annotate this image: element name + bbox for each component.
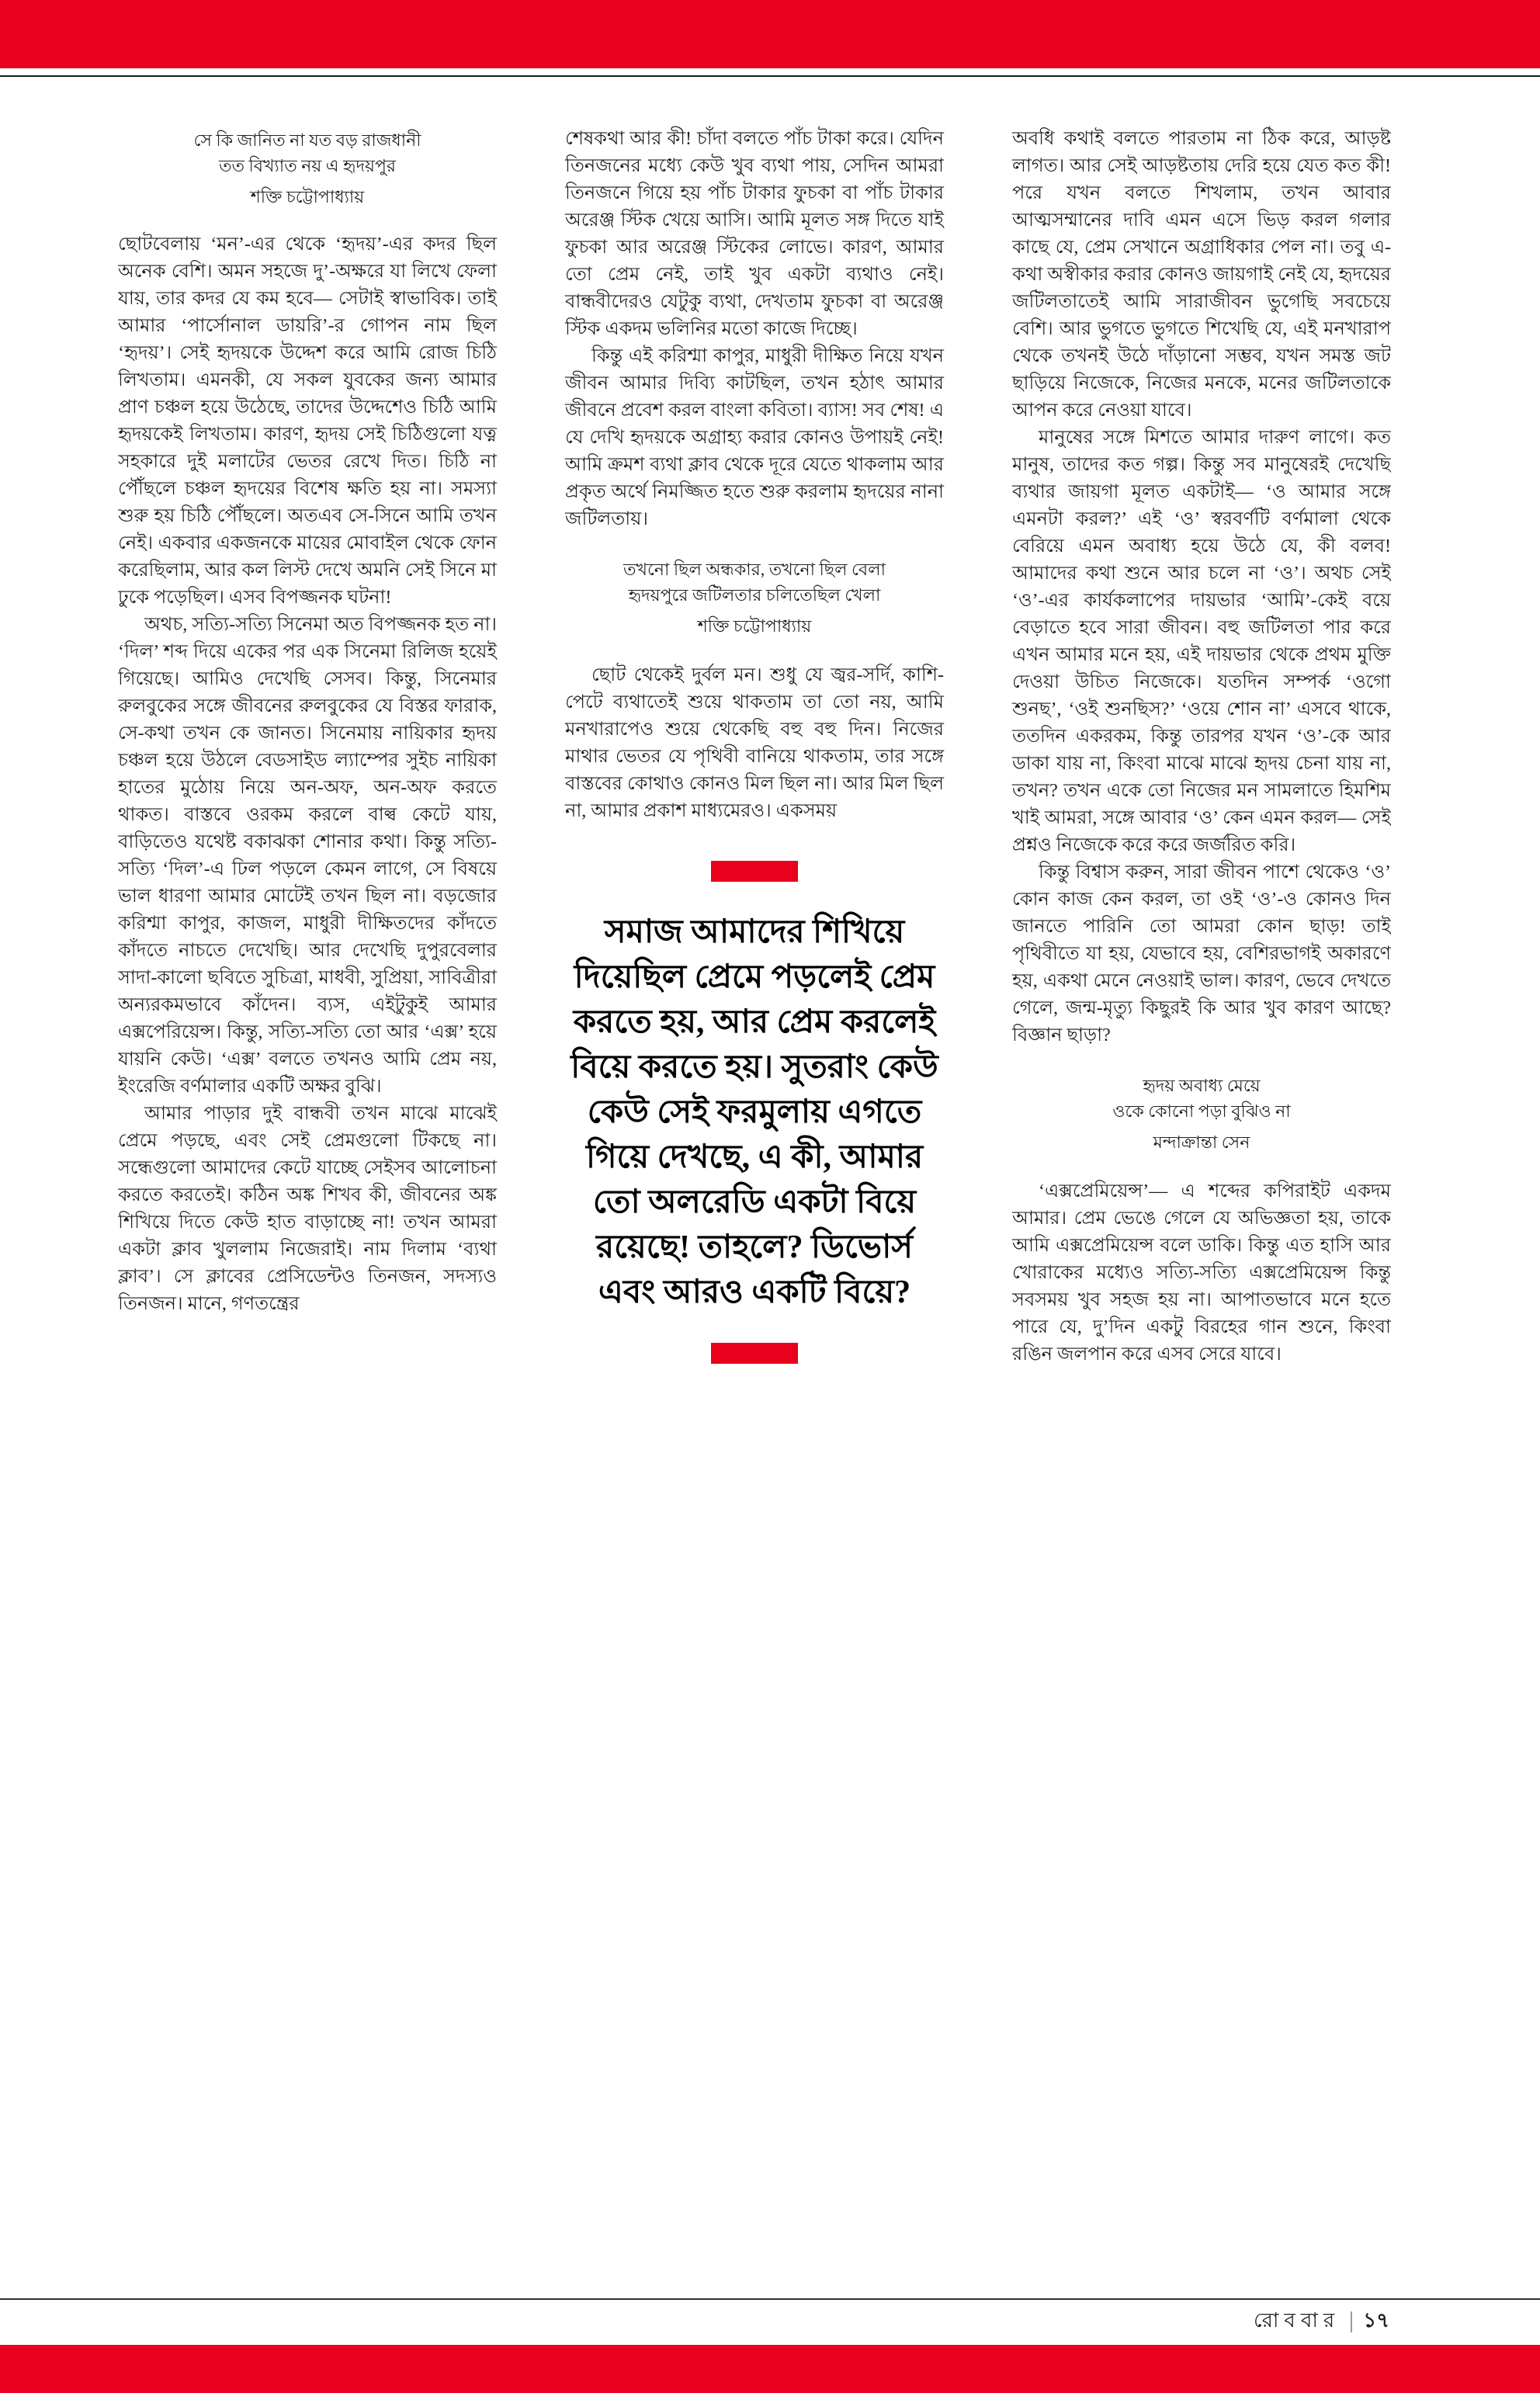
epigraph-verse: [565, 557, 944, 639]
epigraph-line: হৃদয় অবাধ্য মেয়ে: [1143, 1076, 1261, 1095]
epigraph-attribution: শক্তি চট্টোপাধ্যায়: [250, 187, 365, 206]
pull-quote: [565, 861, 944, 1364]
epigraph-line: সে কি জানিত না যত বড় রাজধানী: [193, 130, 421, 150]
epigraph-verse: [1012, 1073, 1391, 1155]
article-columns: [118, 126, 1391, 2299]
page-footer: [1254, 2305, 1389, 2339]
body-paragraph: ‘এক্সপ্রেমিয়েন্স’— এ শব্দের কপিরাইট একদম আমার। প্রেম ভেঙে গেলে যে অভিজ্ঞতা হয়, তাকে আমি এক্সপ্রেমিয়েন্স বলে ডাকি। কিন্তু এত হাসি আর খোরাকের মধ্যেও সত্যি-সত্যি এক্সপ্রেমিয়েন্স কিন্তু সবসময় খুব সহজ হয় না। আপাতভাবে মনে হতে পারে যে, দু’দিন একটু বিরহের গান শুনে, কিংবা রঙিন জলপান করে এসব সেরে যাবে।: [1012, 1181, 1391, 1365]
body-paragraph: শেষকথা আর কী! চাঁদা বলতে পাঁচ টাকা করে। যেদিন তিনজনের মধ্যে কেউ খুব ব্যথা পায়, সেদিন আমরা তিনজনে গিয়ে হয় পাঁচ টাকার ফুচকা বা পাঁচ টাকার অরেঞ্জ স্টিক খেয়ে আসি। আমি মূলত সঙ্গ দিতে যাই ফুচকা আর অরেঞ্জ স্টিকের লোভে। কারণ, আমার তো প্রেম নেই, তাই খুব একটা ব্যথাও নেই। বান্ধবীদেরও যেটুকু ব্যথা, দেখতাম ফুচকা বা অরেঞ্জ স্টিক একদম ভলিনির মতো কাজে দিচ্ছে।: [565, 129, 944, 339]
body-paragraph: অবধি কথাই বলতে পারতাম না ঠিক করে, আড়ষ্ট লাগত। আর সেই আড়ষ্টতায় দেরি হয়ে যেত কত কী! পরে যখন বলতে শিখলাম, তখন আবার আত্মসম্মানের দাবি এমন এসে ভিড় করল গলার কাছে যে, প্রেম সেখানে অগ্রাধিকার পেল না। তবু এ-কথা অস্বীকার করার কোনও জায়গাই নেই যে, হৃদয়ের জটিলতাতেই আমি সারাজীবন ভুগেছি সবচেয়ে বেশি। আর ভুগতে ভুগতে শিখেছি যে, এই মনখারাপ থেকে তখনই উঠে দাঁড়ানো সম্ভব, যখন সমস্ত জট ছাড়িয়ে নিজেকে, নিজের মনকে, মনের জটিলতাকে আপন করে নেওয়া যাবে।: [1012, 129, 1391, 421]
body-paragraph: মানুষের সঙ্গে মিশতে আমার দারুণ লাগে। কত মানুষ, তাদের কত গল্প। কিন্তু সব মানুষেরই দেখেছি ব্যথার জায়গা মূলত একটাই— ‘ও আমার সঙ্গে এমনটা করল?’ এই ‘ও’ স্বরবর্ণটি বর্ণমালা থেকে বেরিয়ে এমন অবাধ্য হয়ে উঠে যে, কী বলব! আমাদের কথা শুনে আর চলে না ‘ও’। অথচ সেই ‘ও’-এর কার্যকলাপের দায়ভার ‘আমি’-কেই বয়ে বেড়াতে হবে সারা জীবন। বহু জটিলতা পার করে এখন আমার মনে হয়, এই দায়ভার থেকে প্রথম মুক্তি দেওয়া উচিত নিজেকে। যতদিন সম্পর্ক ‘ওগো শুনছ’, ‘ওই শুনছিস?’ ‘ওয়ে শোন না’ এসবে থাকে, ততদিন একরকম, কিন্তু তারপর যখন ‘ও’-কে আর ডাকা যায় না, কিংবা মাঝে মাঝে হৃদয় চেনা যায় না, তখন? তখন একে তো নিজের মন সামলাতে হিমশিম খাই আমরা, সঙ্গে আবার ‘ও’ কেন এমন করল— সেই প্রশ্নও নিজেকে করে করে জর্জরিত করি।: [1012, 428, 1391, 855]
epigraph-line: ওকে কোনো পড়া বুঝিও না: [1112, 1101, 1291, 1121]
body-paragraph: অথচ, সত্যি-সত্যি সিনেমা অত বিপজ্জনক হত না। ‘দিল’ শব্দ দিয়ে একের পর এক সিনেমা রিলিজ হয়েই গিয়েছে। আমিও দেখেছি সেসব। কিন্তু, সিনেমার রুলবুকের সঙ্গে জীবনের রুলবুকের যে বিস্তর ফারাক, সে-কথা তখন কে জানত। সিনেমায় নায়িকার হৃদয় চঞ্চল হয়ে উঠলে বেডসাইড ল্যাম্পের সুইচ নায়িকা হাতের মুঠোয় নিয়ে অন-অফ, অন-অফ করতে থাকত। বাস্তবে ওরকম করলে বাল্ব কেটে যায়, বাড়িতেও যথেষ্ট বকাঝকা শোনার কথা। কিন্তু সত্যি-সত্যি ‘দিল’-এ ঢিল পড়লে কেমন লাগে, সে বিষয়ে ভাল ধারণা আমার মোটেই তখন ছিল না। বড়জোর করিশ্মা কাপুর, কাজল, মাধুরী দীক্ষিতদের কাঁদতে কাঁদতে নাচতে দেখেছি। আর দেখেছি দুপুরবেলার সাদা-কালো ছবিতে সুচিত্রা, মাধবী, সুপ্রিয়া, সাবিত্রীরা অন্যরকমভাবে কাঁদেন। ব্যস, এইটুকুই আমার এক্সপেরিয়েন্স। কিন্তু, সত্যি-সত্যি তো আর ‘এক্স’ হয়ে যায়নি কেউ। ‘এক্স’ বলতে তখনও আমি প্রেম নয়, ইংরেজি বর্ণমালার একটি অক্ষর বুঝি।: [118, 615, 497, 1097]
epigraph-attribution: শক্তি চট্টোপাধ্যায়: [697, 616, 812, 636]
magazine-name: রোববার: [1254, 2309, 1341, 2332]
column-1: [118, 126, 497, 2299]
epigraph-line: তখনো ছিল অন্ধকার, তখনো ছিল বেলা: [623, 560, 886, 579]
pullquote-top-marker: [711, 861, 798, 882]
body-paragraph: কিন্তু বিশ্বাস করুন, সারা জীবন পাশে থেকেও ‘ও’ কোন কাজ কেন করল, তা ওই ‘ও’-ও কোনও দিন জানতে পারিনি তো আমরা কোন ছাড়! তাই পৃথিবীতে যা হয়, যেভাবে হয়, বেশিরভাগই অকারণে হয়, একথা মেনে নেওয়াই ভাল। কারণ, ভেবে দেখতে গেলে, জন্ম-মৃত্যু কিছুরই কি আর খুব কারণ আছে? বিজ্ঞান ছাড়া?: [1012, 862, 1391, 1046]
pullquote-text: সমাজ আমাদের শিখিয়ে দিয়েছিল প্রেমে পড়লেই প্রেম করতে হয়, আর প্রেম করলেই বিয়ে করতে হয়। সুতরাং কেউ কেউ সেই ফরমুলায় এগতে গিয়ে দেখছে, এ কী, আমার তো অলরেডি একটা বিয়ে রয়েছে! তাহলে? ডিভোর্স এবং আরও একটি বিয়ে?: [571, 914, 938, 1310]
epigraph-line: হৃদয়পুরে জটিলতার চলিতেছিল খেলা: [628, 585, 881, 605]
body-paragraph: ছোটবেলায় ‘মন’-এর থেকে ‘হৃদয়’-এর কদর ছিল অনেক বেশি। অমন সহজে দু’-অক্ষরে যা লিখে ফেলা যায়, তার কদর যে কম হবে— সেটাই স্বাভাবিক। তাই আমার ‘পার্সোনাল ডায়রি’-র গোপন নাম ছিল ‘হৃদয়’। সেই হৃদয়কে উদ্দেশ করে আমি রোজ চিঠি লিখতাম। এমনকী, যে সকল যুবকের জন্য আমার প্রাণ চঞ্চল হয়ে উঠেছে, তাদের উদ্দেশেও চিঠি আমি হৃদয়কেই লিখতাম। কারণ, হৃদয় সেই চিঠিগুলো যত্ন সহকারে দুই মলাটের ভেতর রেখে দিত। চিঠি না পৌঁছলে চঞ্চল হৃদয়ের বিশেষ ক্ষতি হয় না। সমস্যা শুরু হয় চিঠি পৌঁছলে। অতএব সে-সিনে আমি তখন নেই। একবার একজনকে মায়ের মোবাইল থেকে ফোন করেছিলাম, আর কল লিস্ট দেখে অমনি সেই সিনে মা ঢুকে পড়েছিল। এসব বিপজ্জনক ঘটনা!: [118, 234, 497, 608]
top-red-band: [0, 0, 1540, 68]
bottom-red-band: [0, 2345, 1540, 2393]
header-rule: [0, 75, 1540, 77]
column-3: [1012, 126, 1391, 2299]
footer-rule: [0, 2298, 1540, 2300]
body-paragraph: কিন্তু এই করিশ্মা কাপুর, মাধুরী দীক্ষিত নিয়ে যখন জীবন আমার দিব্যি কাটছিল, তখন হঠাৎ আমার জীবনে প্রবেশ করল বাংলা কবিতা। ব্যাস! সব শেষ! এ যে দেখি হৃদয়কে অগ্রাহ্য করার কোনও উপায়ই নেই! আমি ক্রমশ ব্যথা ক্লাব থেকে দূরে যেতে থাকলাম আর প্রকৃত অর্থে নিমজ্জিত হতে শুরু করলাম হৃদয়ের নানা জটিলতায়।: [565, 346, 944, 529]
epigraph-line: তত বিখ্যাত নয় এ হৃদয়পুর: [218, 156, 397, 175]
column-2: [565, 126, 944, 2299]
body-paragraph: ছোট থেকেই দুর্বল মন। শুধু যে জ্বর-সর্দি, কাশি-পেটে ব্যথাতেই শুয়ে থাকতাম তা তো নয়, আমি মনখারাপেও শুয়ে থেকেছি বহু বহু দিন। নিজের মাথার ভেতর যে পৃথিবী বানিয়ে থাকতাম, তার সঙ্গে বাস্তবের কোথাও কোনও মিল ছিল না। আর মিল ছিল না, আমার প্রকাশ মাধ্যমেরও। একসময়: [565, 665, 944, 821]
body-paragraph: আমার পাড়ার দুই বান্ধবী তখন মাঝে মাঝেই প্রেমে পড়ছে, এবং সেই প্রেমগুলো টিকছে না। সন্ধেগুলো আমাদের কেটে যাচ্ছে সেইসব আলোচনা করতে করতেই। কঠিন অঙ্ক শিখব কী, জীবনের অঙ্ক শিখিয়ে দিতে কেউ হাত বাড়াচ্ছে না! তখন আমরা একটা ক্লাব খুললাম নিজেরাই। নাম দিলাম ‘ব্যথা ক্লাব’। সে ক্লাবের প্রেসিডেন্টও তিনজন, সদস্যও তিনজন। মানে, গণতন্ত্রের: [118, 1104, 497, 1314]
page-number: ১৭: [1363, 2309, 1389, 2332]
epigraph-verse: [118, 127, 497, 210]
epigraph-attribution: মন্দাক্রান্তা সেন: [1153, 1132, 1250, 1152]
pullquote-bottom-marker: [711, 1343, 798, 1364]
footer-divider: [1351, 2311, 1352, 2332]
